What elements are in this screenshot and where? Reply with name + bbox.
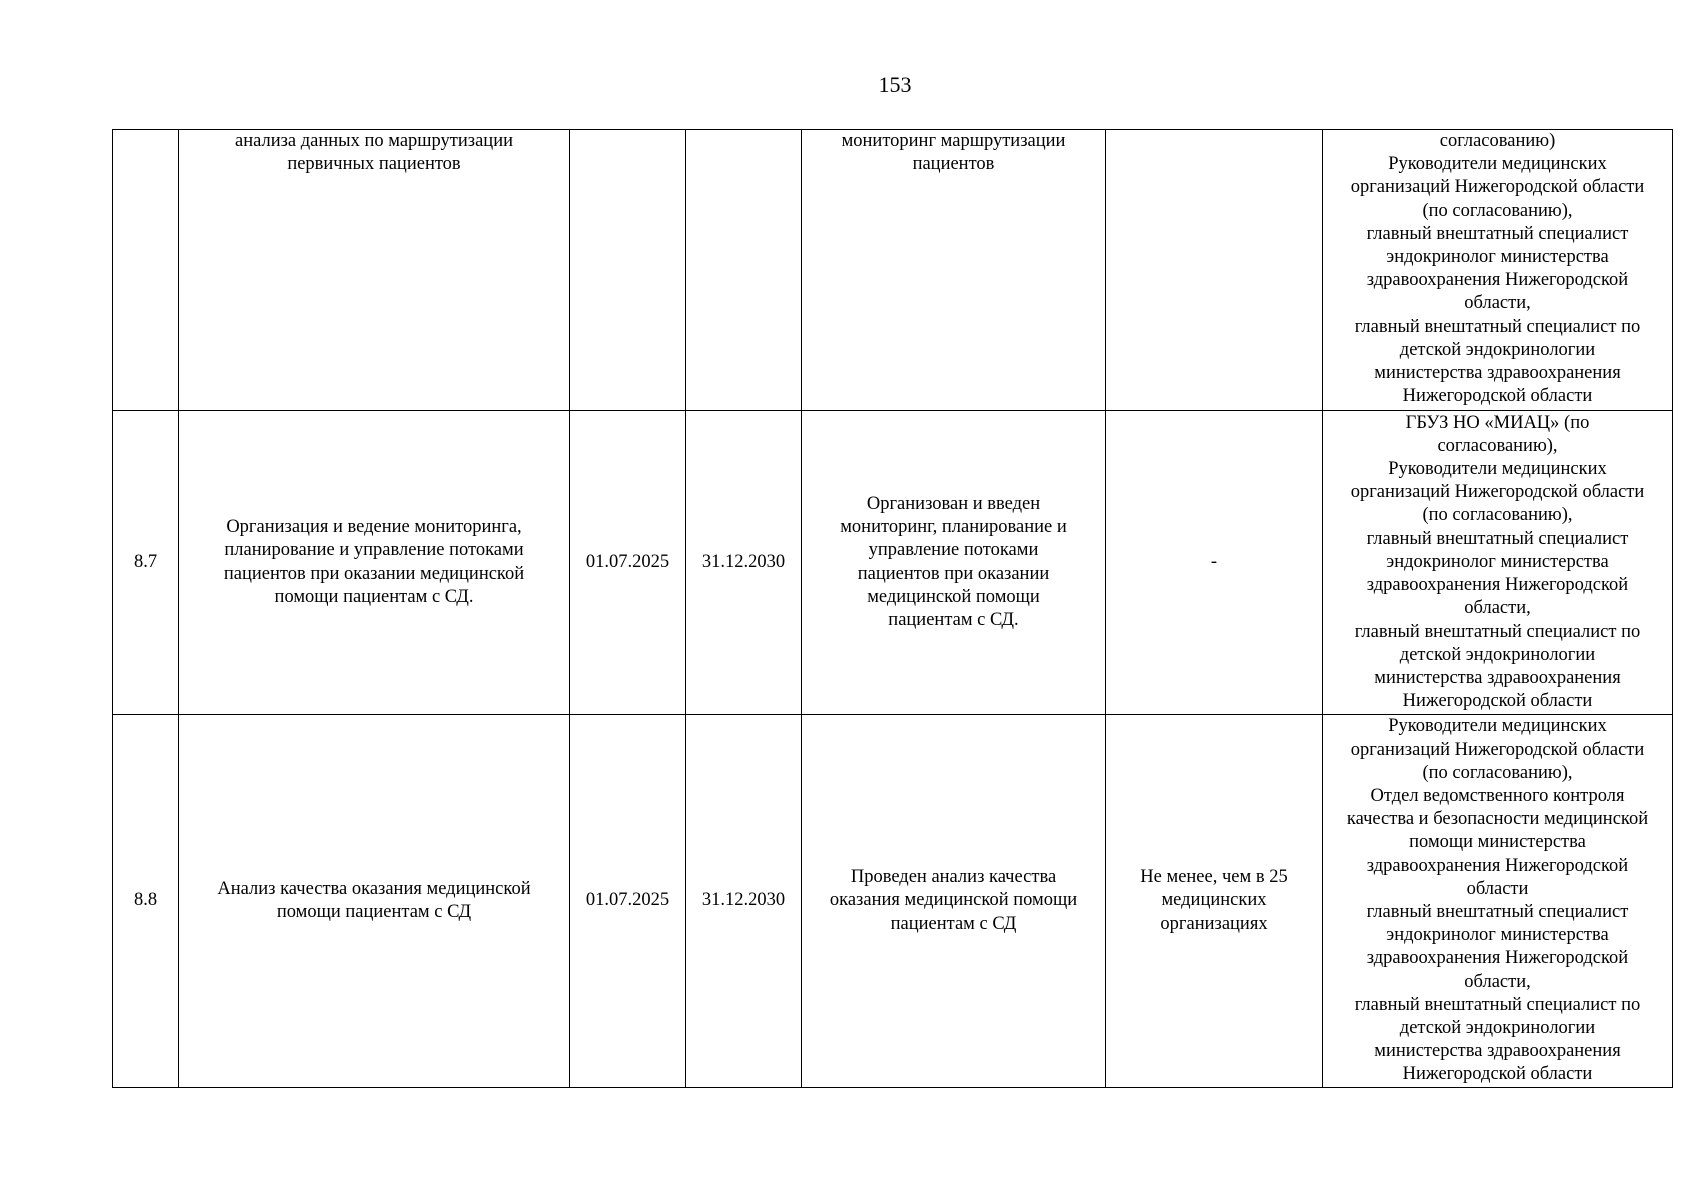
text-line: согласованию) (1439, 131, 1556, 151)
result-cell (802, 715, 1106, 1088)
text-line: Отдел ведомственного контроля (1370, 785, 1625, 806)
text-line: министерства здравоохранения (1374, 363, 1621, 384)
text-line: пациентов (912, 154, 995, 175)
text-line: (по согласованию), (1422, 762, 1573, 783)
text-line: Нижегородской области (1402, 1064, 1593, 1085)
plan-table (112, 129, 1673, 1088)
text-line: мониторинг, планирование и (840, 517, 1067, 538)
text-line: организаций Нижегородской области (1350, 177, 1645, 198)
text-line: главный внештатный специалист (1366, 528, 1629, 549)
text-line: пациентам с СД (890, 913, 1017, 934)
table-row (113, 130, 1673, 411)
text-line: здравоохранения Нижегородской (1366, 575, 1629, 596)
text-line: помощи пациентам с СД (276, 902, 472, 922)
text-line: ГБУЗ НО «МИАЦ» (по (1405, 412, 1590, 433)
text-line: здравоохранения Нижегородской (1366, 948, 1629, 969)
responsible-cell (1323, 715, 1673, 1088)
text-line: организаций Нижегородской области (1350, 482, 1645, 503)
text-line: пациентов при оказании (857, 563, 1050, 584)
text-line: анализа данных по маршрутизации (234, 131, 513, 151)
text-line: Руководители медицинских (1388, 716, 1607, 737)
result-cell (802, 411, 1106, 715)
text-line: здравоохранения Нижегородской (1366, 270, 1629, 291)
start-date-cell (570, 130, 686, 411)
text-line: Организация и ведение мониторинга, (226, 517, 522, 538)
text-line: эндокринолог министерства (1386, 551, 1609, 572)
text-line: области, (1464, 598, 1531, 619)
text-line: оказания медицинской помощи (829, 890, 1078, 911)
table-row (113, 411, 1673, 715)
text-line: Руководители медицинских (1388, 154, 1607, 175)
text-line: эндокринолог министерства (1386, 925, 1609, 946)
text-line: организаций Нижегородской области (1350, 739, 1645, 760)
text-line: главный внештатный специалист по (1354, 994, 1641, 1015)
text-line: Нижегородской области (1402, 691, 1593, 712)
text-line: главный внештатный специалист по (1354, 621, 1641, 642)
text-line: Проведен анализ качества (850, 867, 1057, 888)
text-line: (по согласованию), (1422, 505, 1573, 526)
text-line: Нижегородской области (1402, 386, 1593, 407)
text-line: Организован и введен (866, 493, 1041, 514)
text-line: медицинской помощи (867, 586, 1040, 607)
text-line: помощи пациентам с СД. (274, 586, 474, 607)
text-line: качества и безопасности медицинской (1346, 809, 1649, 830)
end-date-cell: 31.12.2030 (686, 715, 802, 1088)
text-line: министерства здравоохранения (1374, 667, 1621, 688)
text-line: эндокринолог министерства (1386, 247, 1609, 268)
activity-cell (179, 130, 570, 411)
text-line: пациентам с СД. (888, 609, 1019, 630)
text-line: (по согласованию), (1422, 200, 1573, 221)
text-line: здравоохранения Нижегородской (1366, 855, 1629, 876)
text-line: медицинских (1161, 890, 1267, 911)
end-date-cell: 31.12.2030 (686, 411, 802, 715)
responsible-cell (1323, 130, 1673, 411)
text-line: первичных пациентов (287, 154, 461, 175)
indicator-cell (1106, 411, 1323, 715)
text-line: - (1210, 551, 1218, 572)
text-line: согласованию), (1437, 435, 1558, 456)
row-number: 8.7 (113, 411, 179, 715)
text-line: министерства здравоохранения (1374, 1041, 1621, 1062)
table-row (113, 715, 1673, 1088)
row-number (113, 130, 179, 411)
text-line: Не менее, чем в 25 (1140, 867, 1288, 888)
text-line: детской эндокринологии (1399, 644, 1596, 665)
start-date-cell: 01.07.2025 (570, 715, 686, 1088)
text-line: мониторинг маршрутизации (841, 131, 1066, 151)
text-line: Анализ качества оказания медицинской (217, 878, 531, 899)
row-number: 8.8 (113, 715, 179, 1088)
indicator-cell (1106, 715, 1323, 1088)
activity-cell (179, 715, 570, 1088)
text-line: главный внештатный специалист по (1354, 316, 1641, 337)
responsible-cell (1323, 411, 1673, 715)
end-date-cell (686, 130, 802, 411)
page-number: 153 (878, 72, 912, 97)
text-line: помощи министерства (1409, 832, 1586, 853)
text-line: области (1466, 878, 1529, 899)
text-line: главный внештатный специалист (1366, 902, 1629, 922)
text-line: детской эндокринологии (1399, 339, 1596, 360)
text-line: области, (1464, 293, 1531, 314)
text-line: пациентов при оказании медицинской (223, 563, 525, 584)
text-line: управление потоками (868, 540, 1039, 561)
activity-cell (179, 411, 570, 715)
text-line: области, (1464, 971, 1531, 992)
text-line: главный внештатный специалист (1366, 223, 1629, 244)
result-cell (802, 130, 1106, 411)
text-line: планирование и управление потоками (224, 540, 524, 561)
text-line: детской эндокринологии (1399, 1018, 1596, 1039)
indicator-cell (1106, 130, 1323, 411)
text-line: организациях (1160, 913, 1268, 934)
text-line: Руководители медицинских (1388, 459, 1607, 480)
start-date-cell: 01.07.2025 (570, 411, 686, 715)
